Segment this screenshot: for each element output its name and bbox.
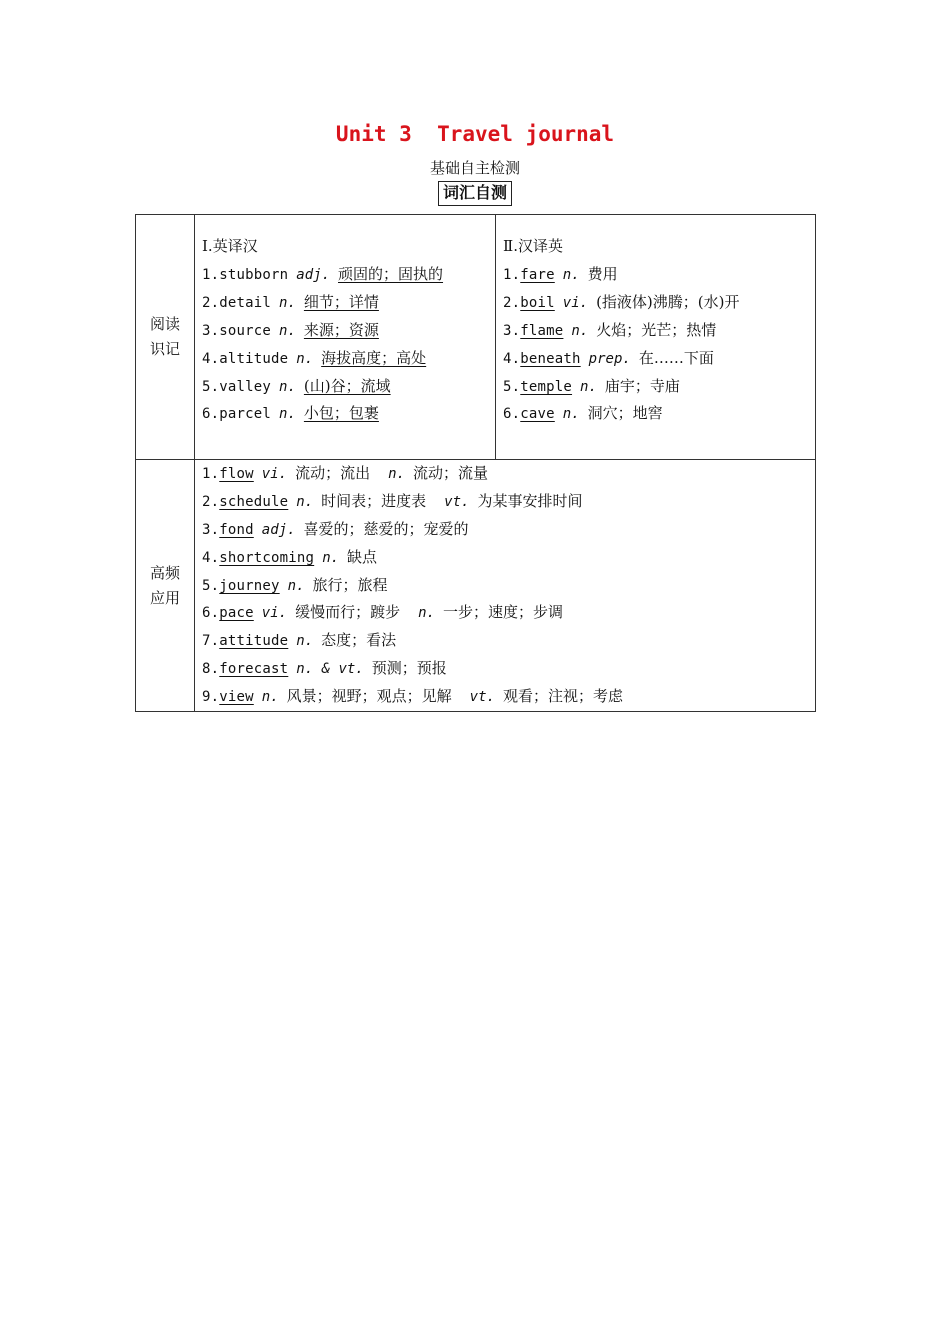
item-number: 6. xyxy=(202,605,220,622)
item-number: 9. xyxy=(202,689,220,706)
item-number: 7. xyxy=(202,633,220,650)
en-to-zh-item xyxy=(202,261,495,289)
item-number: 4. xyxy=(202,549,220,566)
item-word: parcel xyxy=(219,406,272,423)
item-pos: n. xyxy=(562,267,580,283)
item-meaning: 时间表；进度表 xyxy=(321,491,427,510)
frequent-item xyxy=(202,627,815,655)
item-meaning: 风景；视野；观点；见解 xyxy=(286,687,452,706)
zh-to-en-item xyxy=(503,345,815,373)
item-word-answer: schedule xyxy=(219,493,289,510)
item-pos: n. xyxy=(279,378,296,395)
item-pos-secondary: n. xyxy=(418,605,435,622)
item-pos: vi. xyxy=(261,605,288,622)
item-word-answer: fond xyxy=(219,521,254,538)
item-number: 5. xyxy=(202,577,220,594)
item-meaning-secondary: 为某事安排时间 xyxy=(477,491,583,510)
section-label: 词汇自测 xyxy=(438,181,512,206)
item-meaning: 火焰；光芒；热情 xyxy=(596,320,717,339)
item-pos: n. xyxy=(261,689,279,706)
item-word-answer: attitude xyxy=(219,633,289,650)
vocab-table xyxy=(135,214,816,712)
item-meaning-answer: 细节；详情 xyxy=(303,292,379,311)
item-meaning: 流动；流出 xyxy=(295,464,371,482)
frequent-row xyxy=(136,460,816,712)
item-pos: n. xyxy=(580,378,597,395)
zh-to-en-heading: Ⅱ.汉译英 xyxy=(503,237,563,255)
item-pos-secondary: n. xyxy=(388,466,405,482)
item-word-answer: forecast xyxy=(219,661,289,678)
zh-to-en-item xyxy=(503,373,815,401)
frequent-item xyxy=(202,488,815,516)
item-meaning: 缓慢而行；踱步 xyxy=(295,603,401,622)
item-meaning: (指液体)沸腾；(水)开 xyxy=(596,292,740,311)
reading-row xyxy=(136,215,816,460)
en-to-zh-item xyxy=(202,373,495,401)
item-pos: vi. xyxy=(261,466,288,482)
item-word-answer: pace xyxy=(219,605,254,622)
en-to-zh-list xyxy=(195,215,495,428)
item-word: detail xyxy=(219,294,272,311)
item-number: 6. xyxy=(202,406,220,423)
item-word-answer: flame xyxy=(520,322,564,339)
item-word-answer: boil xyxy=(520,294,555,311)
item-meaning-secondary: 流动；流量 xyxy=(412,464,488,482)
item-meaning-answer: (山)谷；流域 xyxy=(303,376,391,395)
item-word-answer: cave xyxy=(520,406,555,423)
en-to-zh-item xyxy=(202,400,495,428)
item-pos-secondary: vt. xyxy=(469,689,495,706)
item-number: 1. xyxy=(202,466,220,482)
en-to-zh-item xyxy=(202,289,495,317)
item-meaning: 态度；看法 xyxy=(321,631,397,650)
item-word-answer: beneath xyxy=(520,350,581,367)
item-pos: n. & vt. xyxy=(296,661,364,678)
frequent-item xyxy=(202,655,815,683)
item-meaning: 旅行；旅程 xyxy=(312,575,388,594)
item-number: 5. xyxy=(202,378,220,395)
item-number: 2. xyxy=(202,294,220,311)
item-number: 4. xyxy=(202,350,220,367)
item-pos: n. xyxy=(287,577,305,594)
item-pos: n. xyxy=(279,406,296,423)
item-meaning: 预测；预报 xyxy=(371,659,447,678)
item-word: source xyxy=(219,322,272,339)
item-meaning: 在……下面 xyxy=(638,348,714,367)
en-to-zh-cell xyxy=(195,215,496,460)
item-word-answer: journey xyxy=(219,577,280,594)
frequent-item xyxy=(202,683,815,711)
item-meaning-answer: 小包；包裹 xyxy=(303,404,379,423)
item-number: 3. xyxy=(202,521,220,538)
item-pos: n. xyxy=(322,549,340,566)
item-word: altitude xyxy=(219,350,289,367)
item-number: 1. xyxy=(202,267,220,283)
item-pos: n. xyxy=(571,322,589,339)
item-meaning: 喜爱的；慈爱的；宠爱的 xyxy=(303,519,469,538)
item-pos: n. xyxy=(296,633,314,650)
item-word-answer: view xyxy=(219,689,254,706)
item-word-answer: flow xyxy=(219,466,254,482)
en-to-zh-item xyxy=(202,317,495,345)
item-pos: n. xyxy=(296,350,314,367)
item-word: valley xyxy=(219,378,272,395)
item-pos: adj. xyxy=(296,267,331,283)
en-to-zh-heading: Ⅰ.英译汉 xyxy=(202,237,258,255)
en-to-zh-item xyxy=(202,345,495,373)
zh-to-en-cell xyxy=(496,215,816,460)
section-label-wrap xyxy=(0,181,950,206)
item-number: 6. xyxy=(503,406,521,423)
item-number: 3. xyxy=(202,322,220,339)
item-pos-secondary: vt. xyxy=(444,493,470,510)
frequent-item xyxy=(202,516,815,544)
item-meaning: 缺点 xyxy=(347,547,378,566)
item-meaning-answer: 海拔高度；高处 xyxy=(321,348,427,367)
item-meaning: 庙宇；寺庙 xyxy=(604,376,680,395)
item-number: 2. xyxy=(503,294,521,311)
item-word-answer: fare xyxy=(520,267,555,283)
item-meaning: 洞穴；地窖 xyxy=(587,404,663,423)
zh-to-en-item xyxy=(503,400,815,428)
category-reading: 阅读 识记 xyxy=(136,215,195,460)
item-pos: n. xyxy=(279,322,296,339)
frequent-item xyxy=(202,544,815,572)
item-word-answer: temple xyxy=(520,378,573,395)
item-number: 8. xyxy=(202,661,220,678)
category-frequent: 高频 应用 xyxy=(136,460,195,712)
item-number: 2. xyxy=(202,493,220,510)
zh-to-en-item xyxy=(503,261,815,289)
item-pos: prep. xyxy=(588,350,631,367)
frequent-item xyxy=(202,572,815,600)
frequent-list xyxy=(195,460,815,711)
item-meaning-secondary: 一步；速度；步调 xyxy=(442,603,563,622)
item-number: 4. xyxy=(503,350,521,367)
item-word-answer: shortcoming xyxy=(219,549,315,566)
item-pos: n. xyxy=(296,493,314,510)
item-pos: adj. xyxy=(261,521,296,538)
item-number: 5. xyxy=(503,378,521,395)
item-meaning-answer: 顽固的；固执的 xyxy=(338,265,444,283)
frequent-item xyxy=(202,599,815,627)
item-meaning: 费用 xyxy=(587,265,618,283)
item-word: stubborn xyxy=(219,267,289,283)
zh-to-en-list xyxy=(496,215,815,428)
zh-to-en-item xyxy=(503,317,815,345)
zh-to-en-item xyxy=(503,289,815,317)
item-number: 1. xyxy=(503,267,521,283)
item-pos: vi. xyxy=(562,294,589,311)
item-number: 3. xyxy=(503,322,521,339)
item-pos: n. xyxy=(562,406,580,423)
item-meaning-answer: 来源；资源 xyxy=(303,320,379,339)
frequent-cell xyxy=(195,460,816,712)
item-meaning-secondary: 观看；注视；考虑 xyxy=(502,687,623,706)
page-subtitle: 基础自主检测 xyxy=(429,159,520,177)
item-pos: n. xyxy=(279,294,296,311)
frequent-item xyxy=(202,460,815,488)
page-title: Unit 3 Travel journal xyxy=(335,122,615,146)
